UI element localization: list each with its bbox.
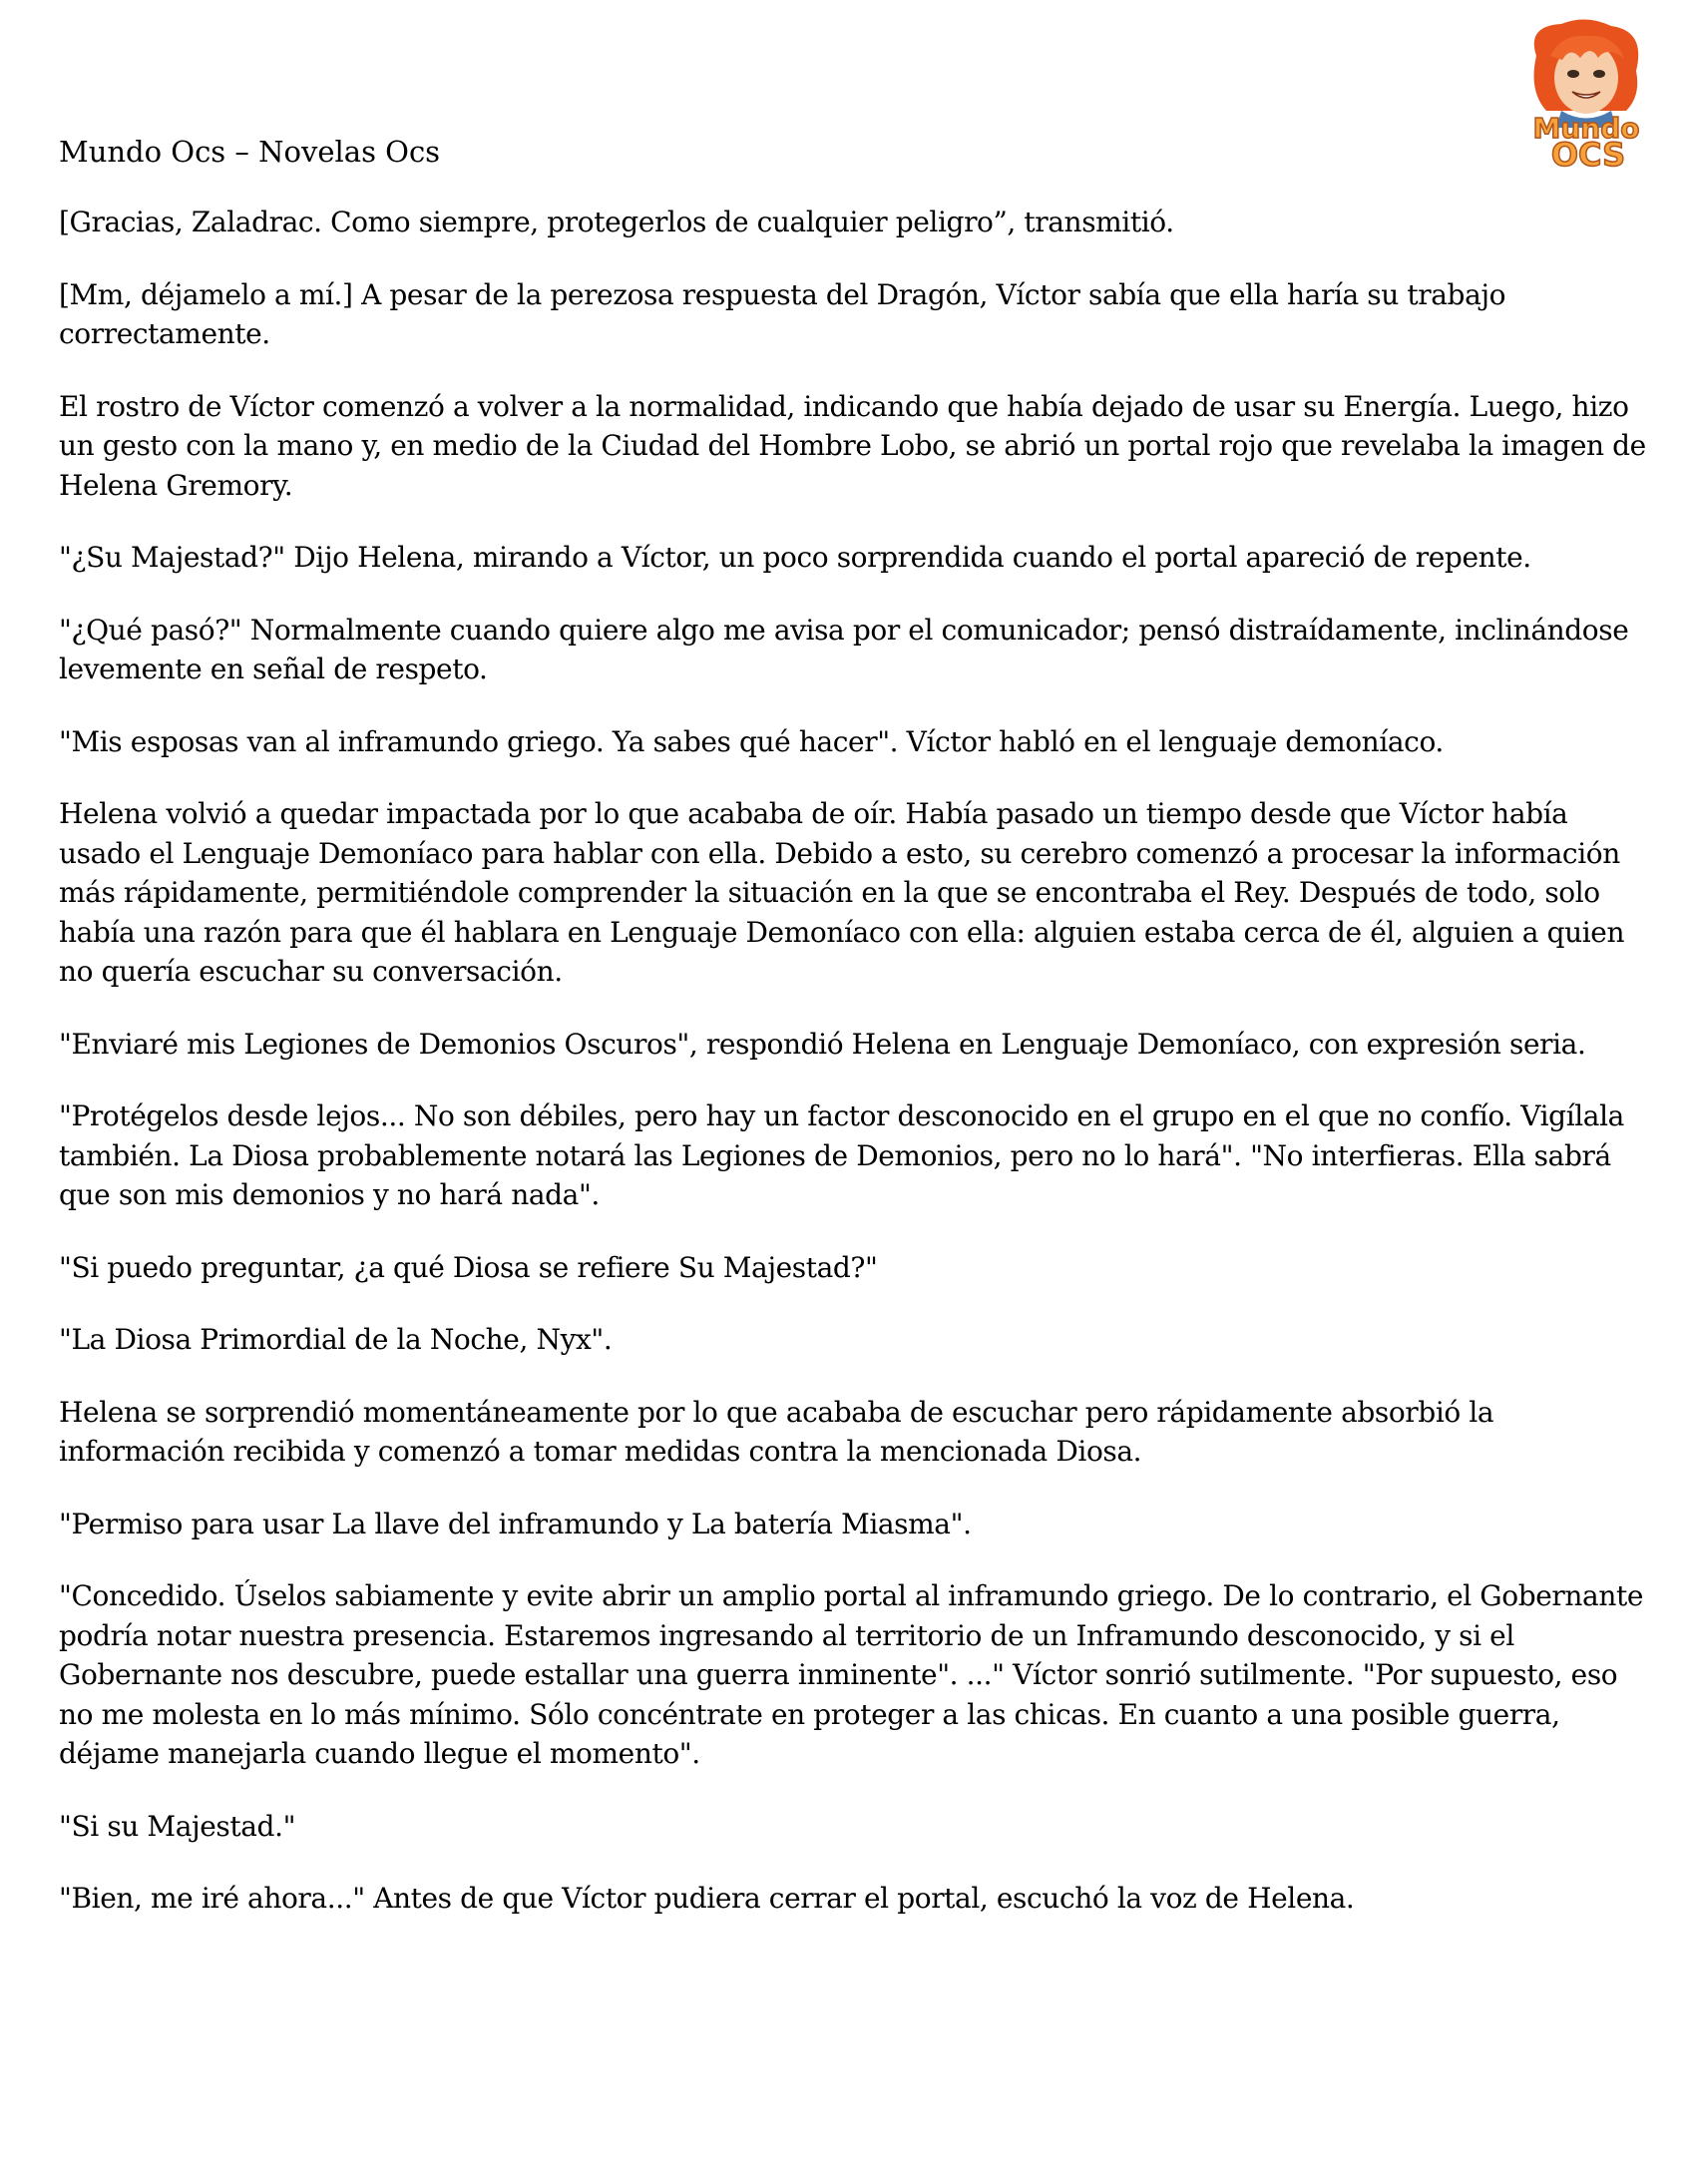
paragraph: Helena volvió a quedar impactada por lo que acababa de oír. Había pasado un tiempo desde que Víctor había usado el Lenguaje Demoníaco para hablar con ella. Debido a esto, su cerebro comenzó a procesar la información más rápidamente, permitiéndole comprender la situación en la que se encontraba el Rey. Después de todo, solo había una razón para que él hablara en Lenguaje Demoníaco con ella: alguien estaba cerca de él, alguien a quien no quería escuchar su conversación. [59, 797, 1625, 988]
paragraph: Helena se sorprendió momentáneamente por lo que acababa de escuchar pero rápidamente absorbió la información recibida y comenzó a tomar medidas contra la mencionada Diosa. [59, 1395, 1494, 1468]
paragraph: "Mis esposas van al inframundo griego. Ya sabes qué hacer". Víctor habló en el lenguaje demoníaco. [59, 724, 1444, 758]
page-header: Mundo Ocs – Novelas Ocs [59, 135, 441, 169]
paragraph: "Si su Majestad." [59, 1809, 296, 1843]
story-text [59, 203, 1655, 1952]
paragraph: "Permiso para usar La llave del inframundo y La batería Miasma". [59, 1507, 972, 1540]
paragraph: [Mm, déjamelo a mí.] A pesar de la perezosa respuesta del Dragón, Víctor sabía que ella haría su trabajo correctamente. [59, 277, 1506, 350]
paragraph: "Enviaré mis Legiones de Demonios Oscuros", respondió Helena en Lenguaje Demoníaco, con expresión seria. [59, 1027, 1586, 1061]
paragraph: [Gracias, Zaladrac. Como siempre, protegerlos de cualquier peligro”, transmitió. [59, 206, 1174, 238]
logo-text-top: Mundo [1532, 112, 1640, 145]
paragraph: "La Diosa Primordial de la Noche, Nyx". [59, 1323, 613, 1356]
paragraph: "Protégelos desde lejos... No son débiles, pero hay un factor desconocido en el grupo en el que no confío. Vigílala también. La Diosa probablemente notará las Legiones de Demonios, pero no lo hará". "No interfieras. Ella sabrá que son mis demonios y no hará nada". [59, 1099, 1624, 1211]
mundo-ocs-logo [1506, 16, 1666, 176]
paragraph: "¿Qué pasó?" Normalmente cuando quiere algo me avisa por el comunicador; pensó distraídamente, inclinándose levemente en señal de respeto. [59, 613, 1629, 685]
paragraph: "¿Su Majestad?" Dijo Helena, mirando a Víctor, un poco sorprendida cuando el portal apareció de repente. [59, 541, 1531, 574]
logo-text-bottom: OCS [1550, 136, 1626, 174]
paragraph: "Concedido. Úselos sabiamente y evite abrir un amplio portal al inframundo griego. De lo contrario, el Gobernante podría notar nuestra presencia. Estaremos ingresando al territorio de un Inframundo desconocido, y si el Gobernante nos descubre, puede estallar una guerra inminente". ..." Víctor sonrió sutilmente. "Por supuesto, eso no me molesta en lo más mínimo. Sólo concéntrate en proteger a las chicas. En cuanto a una posible guerra, déjame manejarla cuando llegue el momento". [59, 1579, 1643, 1770]
paragraph: "Bien, me iré ahora..." Antes de que Víctor pudiera cerrar el portal, escuchó la voz de Helena. [59, 1882, 1355, 1915]
mascot-icon [1506, 16, 1666, 176]
paragraph: El rostro de Víctor comenzó a volver a la normalidad, indicando que había dejado de usar su Energía. Luego, hizo un gesto con la mano y, en medio de la Ciudad del Hombre Lobo, se abrió un portal rojo que revelaba la imagen de Helena Gremory. [59, 389, 1646, 502]
paragraph: "Si puedo preguntar, ¿a qué Diosa se refiere Su Majestad?" [59, 1250, 878, 1284]
